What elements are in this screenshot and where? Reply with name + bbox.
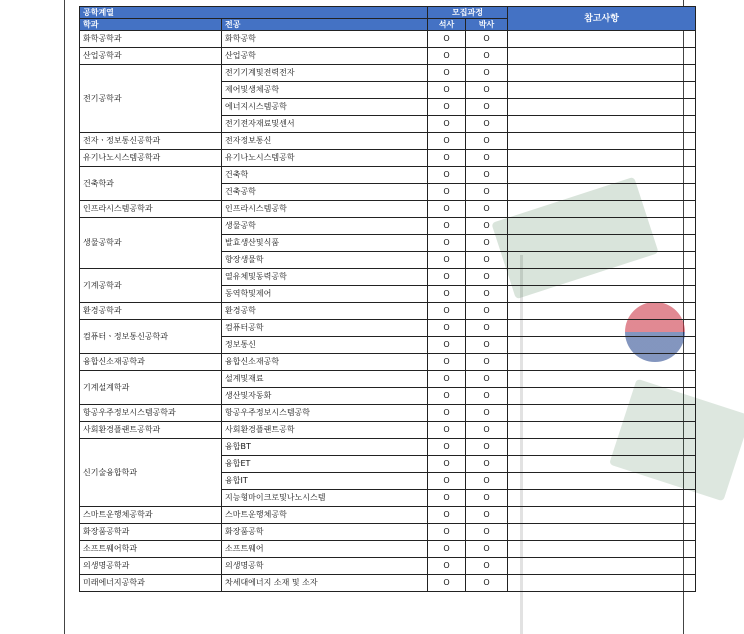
department-cell: 소프트웨어학과 — [80, 541, 222, 558]
table-row — [80, 31, 696, 48]
notes-cell — [508, 31, 696, 48]
table-row — [80, 150, 696, 167]
table-row — [80, 524, 696, 541]
doctoral-mark-cell: O — [466, 320, 508, 337]
major-cell: 융합ET — [222, 456, 428, 473]
notes-cell — [508, 558, 696, 575]
notes-cell — [508, 99, 696, 116]
department-cell: 의생명공학과 — [80, 558, 222, 575]
doctoral-mark-cell: O — [466, 48, 508, 65]
department-cell: 화장품공학과 — [80, 524, 222, 541]
table-row — [80, 422, 696, 439]
notes-cell — [508, 48, 696, 65]
department-cell: 건축학과 — [80, 167, 222, 201]
notes-cell — [508, 116, 696, 133]
department-cell: 인프라시스템공학과 — [80, 201, 222, 218]
notes-cell — [508, 303, 696, 320]
department-cell: 전자ㆍ정보통신공학과 — [80, 133, 222, 150]
doctoral-mark-cell: O — [466, 269, 508, 286]
table-row — [80, 167, 696, 184]
doctoral-mark-cell: O — [466, 575, 508, 592]
doctoral-mark-cell: O — [466, 31, 508, 48]
major-cell: 화장품공학 — [222, 524, 428, 541]
masters-mark-cell: O — [428, 235, 466, 252]
masters-mark-cell: O — [428, 320, 466, 337]
table-row — [80, 354, 696, 371]
doctoral-mark-cell: O — [466, 116, 508, 133]
header-field-group: 공학계열 — [80, 7, 428, 19]
major-cell: 화학공학 — [222, 31, 428, 48]
notes-cell — [508, 371, 696, 388]
department-cell: 기계설계학과 — [80, 371, 222, 405]
masters-mark-cell: O — [428, 388, 466, 405]
masters-mark-cell: O — [428, 65, 466, 82]
notes-cell — [508, 218, 696, 235]
masters-mark-cell: O — [428, 456, 466, 473]
masters-mark-cell: O — [428, 99, 466, 116]
recruitment-table — [79, 6, 696, 592]
doctoral-mark-cell: O — [466, 422, 508, 439]
notes-cell — [508, 422, 696, 439]
masters-mark-cell: O — [428, 303, 466, 320]
doctoral-mark-cell: O — [466, 524, 508, 541]
notes-cell — [508, 235, 696, 252]
notes-cell — [508, 269, 696, 286]
notes-cell — [508, 133, 696, 150]
masters-mark-cell: O — [428, 490, 466, 507]
table-row — [80, 218, 696, 235]
major-cell: 전자정보통신 — [222, 133, 428, 150]
table-row — [80, 439, 696, 456]
major-cell: 사회환경플랜트공학 — [222, 422, 428, 439]
table-row — [80, 201, 696, 218]
department-cell: 융합신소재공학과 — [80, 354, 222, 371]
masters-mark-cell: O — [428, 439, 466, 456]
doctoral-mark-cell: O — [466, 558, 508, 575]
major-cell: 생산및자동화 — [222, 388, 428, 405]
header-major: 전공 — [222, 19, 428, 31]
masters-mark-cell: O — [428, 422, 466, 439]
major-cell: 소프트웨어 — [222, 541, 428, 558]
header-doctoral: 박사 — [466, 19, 508, 31]
doctoral-mark-cell: O — [466, 99, 508, 116]
notes-cell — [508, 388, 696, 405]
department-cell: 사회환경플랜트공학과 — [80, 422, 222, 439]
notes-cell — [508, 405, 696, 422]
table-header — [80, 7, 696, 31]
masters-mark-cell: O — [428, 354, 466, 371]
table-body — [80, 31, 696, 592]
doctoral-mark-cell: O — [466, 354, 508, 371]
header-recruit-program: 모집과정 — [428, 7, 508, 19]
doctoral-mark-cell: O — [466, 388, 508, 405]
major-cell: 컴퓨터공학 — [222, 320, 428, 337]
department-cell: 항공우주정보시스템공학과 — [80, 405, 222, 422]
notes-cell — [508, 201, 696, 218]
doctoral-mark-cell: O — [466, 473, 508, 490]
masters-mark-cell: O — [428, 286, 466, 303]
department-cell: 스마트운행체공학과 — [80, 507, 222, 524]
masters-mark-cell: O — [428, 116, 466, 133]
masters-mark-cell: O — [428, 31, 466, 48]
masters-mark-cell: O — [428, 558, 466, 575]
doctoral-mark-cell: O — [466, 337, 508, 354]
department-cell: 신기술융합학과 — [80, 439, 222, 507]
masters-mark-cell: O — [428, 575, 466, 592]
table-row — [80, 541, 696, 558]
notes-cell — [508, 354, 696, 371]
masters-mark-cell: O — [428, 507, 466, 524]
department-cell: 컴퓨터ㆍ정보통신공학과 — [80, 320, 222, 354]
notes-cell — [508, 167, 696, 184]
notes-cell — [508, 456, 696, 473]
notes-cell — [508, 575, 696, 592]
masters-mark-cell: O — [428, 473, 466, 490]
doctoral-mark-cell: O — [466, 286, 508, 303]
table-row — [80, 65, 696, 82]
notes-cell — [508, 252, 696, 269]
doctoral-mark-cell: O — [466, 439, 508, 456]
doctoral-mark-cell: O — [466, 167, 508, 184]
notes-cell — [508, 439, 696, 456]
masters-mark-cell: O — [428, 48, 466, 65]
table-row — [80, 320, 696, 337]
major-cell: 융합BT — [222, 439, 428, 456]
department-cell: 생물공학과 — [80, 218, 222, 269]
major-cell: 발효생산및식품 — [222, 235, 428, 252]
doctoral-mark-cell: O — [466, 184, 508, 201]
doctoral-mark-cell: O — [466, 82, 508, 99]
notes-cell — [508, 507, 696, 524]
masters-mark-cell: O — [428, 541, 466, 558]
header-masters: 석사 — [428, 19, 466, 31]
notes-cell — [508, 320, 696, 337]
major-cell: 건축학 — [222, 167, 428, 184]
page-left-border — [64, 0, 65, 634]
department-cell: 환경공학과 — [80, 303, 222, 320]
doctoral-mark-cell: O — [466, 201, 508, 218]
doctoral-mark-cell: O — [466, 252, 508, 269]
major-cell: 동역학및제어 — [222, 286, 428, 303]
doctoral-mark-cell: O — [466, 507, 508, 524]
doctoral-mark-cell: O — [466, 150, 508, 167]
table-row — [80, 48, 696, 65]
notes-cell — [508, 473, 696, 490]
masters-mark-cell: O — [428, 371, 466, 388]
masters-mark-cell: O — [428, 524, 466, 541]
major-cell: 열유체및동력공학 — [222, 269, 428, 286]
department-cell: 전기공학과 — [80, 65, 222, 133]
major-cell: 차세대에너지 소재 및 소자 — [222, 575, 428, 592]
doctoral-mark-cell: O — [466, 405, 508, 422]
major-cell: 제어및생체공학 — [222, 82, 428, 99]
table-row — [80, 371, 696, 388]
notes-cell — [508, 524, 696, 541]
major-cell: 유기나노시스템공학 — [222, 150, 428, 167]
major-cell: 전기기계및전력전자 — [222, 65, 428, 82]
notes-cell — [508, 82, 696, 99]
department-cell: 화학공학과 — [80, 31, 222, 48]
table-row — [80, 269, 696, 286]
major-cell: 산업공학 — [222, 48, 428, 65]
doctoral-mark-cell: O — [466, 371, 508, 388]
department-cell: 기계공학과 — [80, 269, 222, 303]
major-cell: 환경공학 — [222, 303, 428, 320]
notes-cell — [508, 150, 696, 167]
table-row — [80, 133, 696, 150]
major-cell: 정보통신 — [222, 337, 428, 354]
doctoral-mark-cell: O — [466, 65, 508, 82]
masters-mark-cell: O — [428, 405, 466, 422]
major-cell: 융합IT — [222, 473, 428, 490]
masters-mark-cell: O — [428, 269, 466, 286]
notes-cell — [508, 490, 696, 507]
doctoral-mark-cell: O — [466, 235, 508, 252]
notes-cell — [508, 286, 696, 303]
masters-mark-cell: O — [428, 82, 466, 99]
department-cell: 산업공학과 — [80, 48, 222, 65]
masters-mark-cell: O — [428, 150, 466, 167]
notes-cell — [508, 65, 696, 82]
major-cell: 융합신소재공학 — [222, 354, 428, 371]
major-cell: 스마트운행체공학 — [222, 507, 428, 524]
major-cell: 생물공학 — [222, 218, 428, 235]
masters-mark-cell: O — [428, 133, 466, 150]
table-row — [80, 507, 696, 524]
major-cell: 에너지시스템공학 — [222, 99, 428, 116]
masters-mark-cell: O — [428, 252, 466, 269]
notes-cell — [508, 184, 696, 201]
major-cell: 의생명공학 — [222, 558, 428, 575]
notes-cell — [508, 337, 696, 354]
table-row — [80, 558, 696, 575]
masters-mark-cell: O — [428, 337, 466, 354]
department-cell: 미래에너지공학과 — [80, 575, 222, 592]
masters-mark-cell: O — [428, 167, 466, 184]
doctoral-mark-cell: O — [466, 541, 508, 558]
doctoral-mark-cell: O — [466, 456, 508, 473]
major-cell: 설계및재료 — [222, 371, 428, 388]
doctoral-mark-cell: O — [466, 218, 508, 235]
major-cell: 건축공학 — [222, 184, 428, 201]
major-cell: 전기전자재료및센서 — [222, 116, 428, 133]
masters-mark-cell: O — [428, 218, 466, 235]
department-cell: 유기나노시스템공학과 — [80, 150, 222, 167]
masters-mark-cell: O — [428, 201, 466, 218]
table-row — [80, 405, 696, 422]
doctoral-mark-cell: O — [466, 303, 508, 320]
table-row — [80, 303, 696, 320]
header-notes: 참고사항 — [508, 7, 696, 31]
table-row — [80, 575, 696, 592]
notes-cell — [508, 541, 696, 558]
header-dept: 학과 — [80, 19, 222, 31]
doctoral-mark-cell: O — [466, 133, 508, 150]
doctoral-mark-cell: O — [466, 490, 508, 507]
masters-mark-cell: O — [428, 184, 466, 201]
major-cell: 항공우주정보시스템공학 — [222, 405, 428, 422]
major-cell: 향장생물학 — [222, 252, 428, 269]
major-cell: 지능형마이크로및나노시스템 — [222, 490, 428, 507]
major-cell: 인프라시스템공학 — [222, 201, 428, 218]
